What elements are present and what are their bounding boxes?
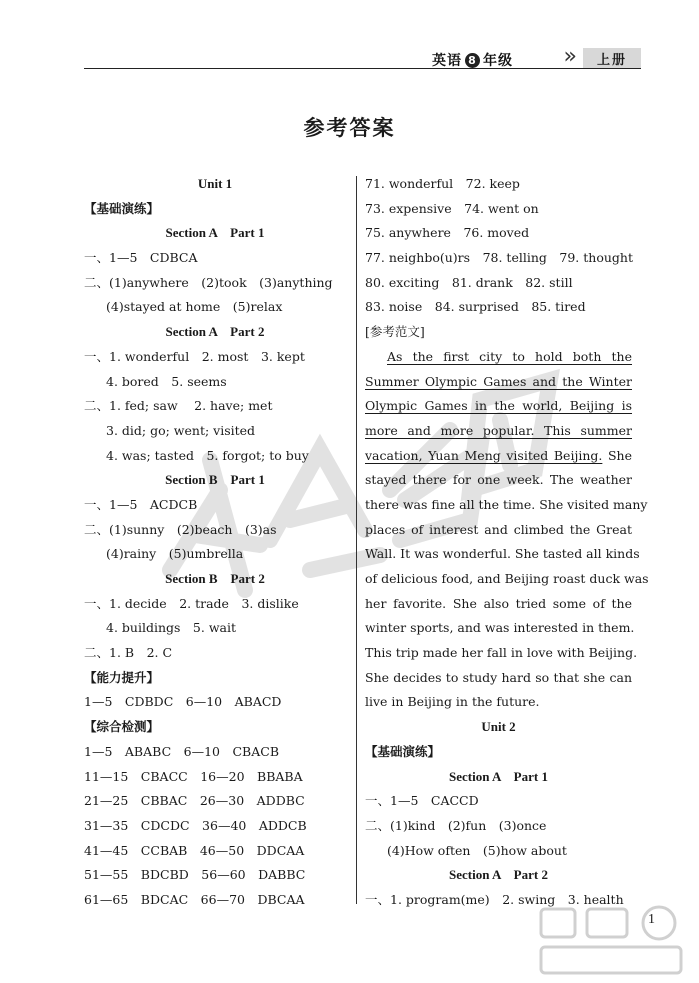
left-column [84, 172, 346, 913]
essay-text: She [602, 447, 632, 463]
answer-line: 77. neighbo(u)rs 78. telling 79. thought [365, 250, 633, 266]
page-title: 参考答案 [303, 116, 396, 140]
answer-line: 61—65 BDCAC 66—70 DBCAA [84, 891, 305, 907]
grade-badge: 8 [465, 53, 480, 68]
section-heading: Section B Part 1 [165, 472, 265, 488]
essay-underlined-text: more and more popular. This summer [365, 422, 632, 438]
essay-underlined-text: vacation, Yuan Meng visited Beijing. [365, 447, 603, 463]
essay-underlined-text: Olympic Games in the world, Beijing is [365, 398, 632, 414]
section-heading: Section A Part 2 [449, 867, 548, 883]
subject-prefix: 英语 [432, 53, 462, 69]
chevron-double-icon: » [563, 44, 571, 69]
answer-line: (4)rainy (5)umbrella [106, 546, 244, 562]
running-header [84, 42, 641, 70]
answer-line: 二、(1)sunny (2)beach (3)as [84, 521, 277, 537]
subject-suffix: 年级 [483, 53, 513, 69]
essay-underlined-text: Summer Olympic Games and the Winter [365, 373, 632, 389]
subject-grade-label [432, 50, 513, 70]
essay-line: her favorite. She also tried some of the [365, 595, 632, 611]
column-divider [356, 176, 357, 904]
answer-line: 二、1. B 2. C [84, 645, 173, 661]
answer-line: 一、1. decide 2. trade 3. dislike [84, 595, 299, 611]
page-number: 1 [648, 912, 655, 927]
answer-line: 51—55 BDCBD 56—60 DABBC [84, 867, 306, 883]
answer-line: 41—45 CCBAB 46—50 DDCAA [84, 842, 305, 858]
essay-underlined-text: As the first city to hold both the [387, 348, 632, 364]
answer-line: 21—25 CBBAC 26—30 ADDBC [84, 793, 305, 809]
answer-line: 3. did; go; went; visited [106, 422, 256, 438]
section-heading: Unit 1 [197, 176, 233, 191]
answer-line: 4. was; tasted 5. forgot; to buy [106, 447, 309, 463]
header-rule [84, 68, 641, 69]
essay-line [365, 370, 632, 395]
essay-line: winter sports, and was interested in them. [365, 620, 635, 636]
answer-line: 二、1. fed; saw 2. have; met [84, 398, 273, 414]
essay-line [365, 345, 632, 370]
answer-line: 11—15 CBACC 16—20 BBABA [84, 768, 303, 784]
section-heading: Section A Part 2 [165, 324, 265, 340]
section-heading: Section A Part 1 [449, 768, 548, 784]
category-heading: 【综合检测】 [84, 719, 160, 735]
right-column [365, 172, 649, 913]
section-heading: Unit 2 [481, 719, 516, 735]
answer-line: 二、(1)anywhere (2)took (3)anything [84, 274, 333, 290]
answer-line: 4. buildings 5. wait [106, 620, 236, 636]
category-heading: 【基础演练】 [365, 743, 441, 759]
answer-line: 一、1—5 ACDCB [84, 496, 198, 512]
answer-line: 71. wonderful 72. keep [365, 176, 520, 191]
category-heading: 【能力提升】 [84, 669, 160, 685]
answer-line: 83. noise 84. surprised 85. tired [365, 299, 586, 315]
essay-line: stayed there for one week. The weather [365, 472, 632, 488]
answer-line: 31—35 CDCDC 36—40 ADDCB [84, 817, 307, 833]
essay-line: of delicious food, and Beijing roast duck was [365, 571, 649, 586]
answer-line: [参考范文] [365, 324, 425, 340]
essay-line [365, 394, 632, 419]
answer-line: 一、1—5 CDBCA [84, 250, 198, 266]
answer-line: (4)How often (5)how about [387, 842, 567, 858]
essay-line: live in Beijing in the future. [365, 694, 540, 710]
essay-line: there was fine all the time. She visited many [365, 496, 648, 512]
answer-line: 80. exciting 81. drank 82. still [365, 274, 573, 290]
essay-line [365, 419, 632, 444]
section-heading: Section A Part 1 [165, 225, 265, 241]
answer-line: 一、1. wonderful 2. most 3. kept [84, 348, 305, 364]
volume-tab: 上册 [583, 48, 641, 68]
answer-line: 4. bored 5. seems [106, 373, 227, 389]
essay-line: She decides to study hard so that she can [365, 669, 632, 685]
answer-line: 二、(1)kind (2)fun (3)once [365, 817, 547, 833]
essay-line: This trip made her fall in love with Beijing. [365, 645, 638, 661]
answer-line: 75. anywhere 76. moved [365, 225, 530, 241]
essay-line [365, 444, 632, 469]
answer-line: 1—5 ABABC 6—10 CBACB [84, 743, 280, 759]
section-heading: Section B Part 2 [165, 571, 265, 586]
category-heading: 【基础演练】 [84, 200, 160, 216]
answer-line: (4)stayed at home (5)relax [106, 299, 283, 315]
answer-line: 一、1. program(me) 2. swing 3. health [365, 891, 624, 907]
essay-line: places of interest and climbed the Great [365, 521, 632, 537]
essay-line: Wall. It was wonderful. She tasted all kinds [365, 546, 640, 562]
answer-line: 一、1—5 CACCD [365, 793, 479, 809]
answer-line: 1—5 CDBDC 6—10 ABACD [84, 694, 282, 710]
answer-line: 73. expensive 74. went on [365, 200, 539, 216]
